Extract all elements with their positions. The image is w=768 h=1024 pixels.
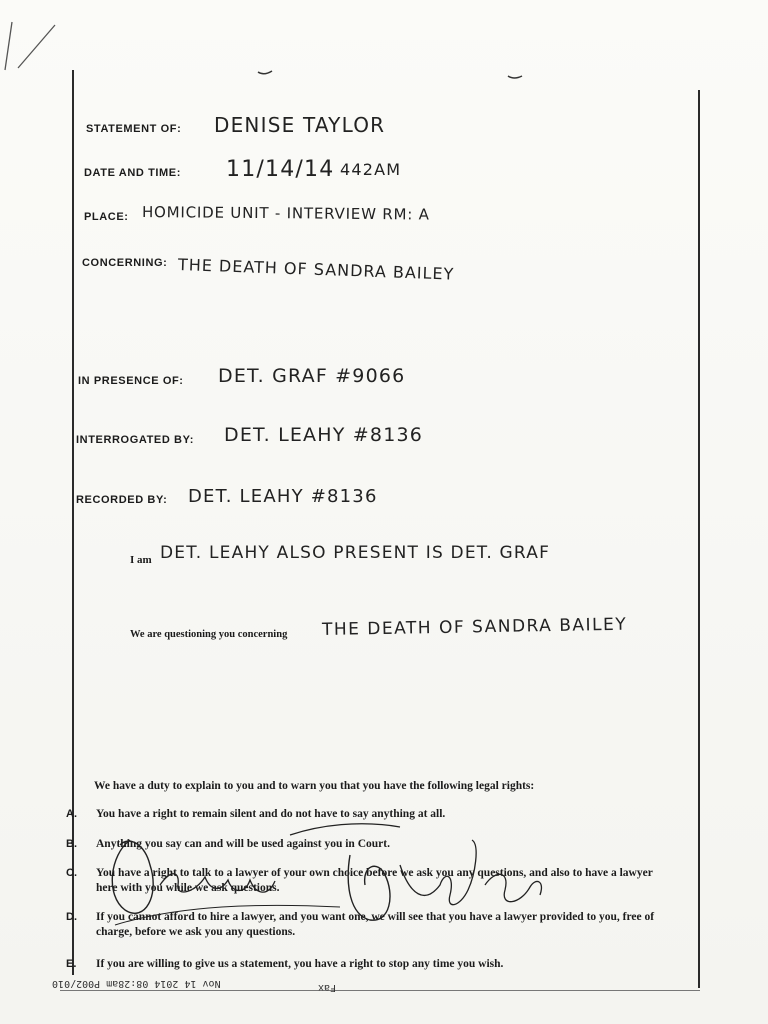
top-marks bbox=[250, 64, 550, 84]
presence-label: IN PRESENCE OF: bbox=[78, 375, 184, 387]
interrogated-label: INTERROGATED BY: bbox=[76, 434, 194, 446]
right-letter: E. bbox=[66, 958, 77, 970]
fax-label: Fax bbox=[318, 982, 337, 993]
date-time-label: DATE AND TIME: bbox=[84, 167, 182, 179]
concerning-value: THE DEATH OF SANDRA BAILEY bbox=[177, 255, 455, 284]
right-text: You have a right to talk to a lawyer of your own choice before we ask you any questions, and also to have a lawyer here with you while we ask questions. bbox=[96, 867, 653, 894]
questioning-label: We are questioning you concerning bbox=[130, 629, 288, 640]
page-border-right bbox=[698, 90, 700, 988]
statement-of-value: DENISE TAYLOR bbox=[214, 113, 386, 137]
date-value: 11/14/14 bbox=[226, 157, 335, 182]
right-letter: C. bbox=[66, 867, 77, 879]
recorded-label: RECORDED BY: bbox=[76, 494, 168, 506]
right-letter: B. bbox=[66, 838, 77, 850]
interrogated-value: DET. LEAHY #8136 bbox=[224, 424, 424, 446]
place-value: HOMICIDE UNIT - INTERVIEW RM: A bbox=[141, 203, 430, 224]
right-letter: A. bbox=[66, 808, 77, 820]
rights-heading: We have a duty to explain to you and to warn you that you have the following legal rights: bbox=[94, 780, 535, 792]
questioning-value: THE DEATH OF SANDRA BAILEY bbox=[321, 614, 628, 640]
right-letter: D. bbox=[66, 911, 77, 923]
right-text: If you are willing to give us a statement, you have a right to stop any time you wish. bbox=[96, 958, 504, 970]
fax-timestamp: Nov 14 2014 08:28am P002/010 bbox=[52, 978, 221, 989]
corner-mark bbox=[0, 0, 60, 80]
right-text: Anything you say can and will be used against you in Court. bbox=[96, 838, 390, 850]
place-label: PLACE: bbox=[84, 211, 129, 223]
right-text: If you cannot afford to hire a lawyer, and you want one, we will see that you have a lawyer provided to you, free of charge, before we ask you any questions. bbox=[96, 911, 655, 938]
concerning-label: CONCERNING: bbox=[82, 257, 168, 269]
i-am-value: DET. LEAHY ALSO PRESENT IS DET. GRAF bbox=[160, 543, 551, 563]
page-border-bottom bbox=[60, 990, 700, 991]
signature bbox=[100, 815, 570, 945]
presence-value: DET. GRAF #9066 bbox=[218, 365, 406, 387]
right-text: You have a right to remain silent and do not have to say anything at all. bbox=[96, 808, 446, 820]
time-value: 442AM bbox=[340, 160, 402, 179]
i-am-label: I am bbox=[130, 554, 152, 566]
statement-of-label: STATEMENT OF: bbox=[86, 123, 182, 135]
right-item-e bbox=[66, 957, 666, 977]
recorded-value: DET. LEAHY #8136 bbox=[188, 486, 378, 507]
